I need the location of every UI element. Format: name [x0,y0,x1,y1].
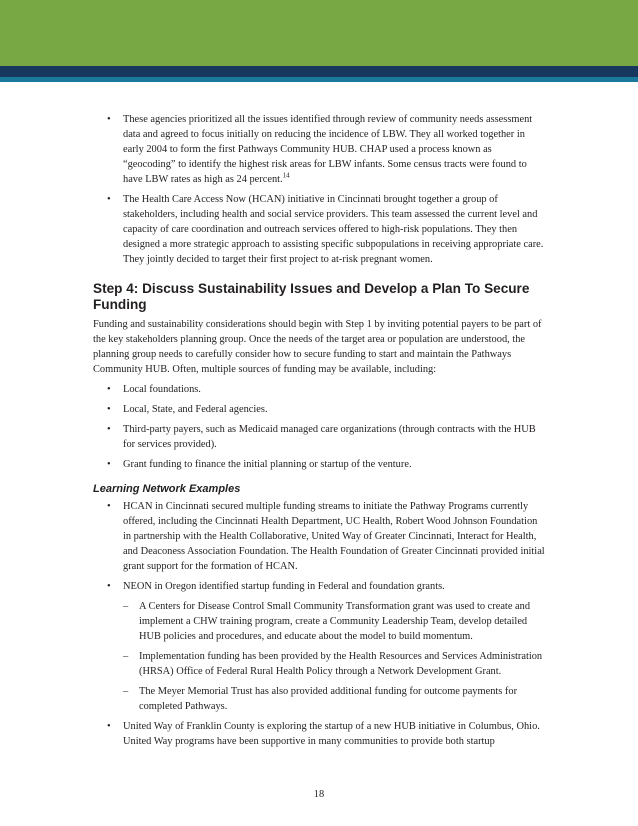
list-item: – A Centers for Disease Control Small Community Transformation grant was used to create and implement a CHW training program, create a Community Leadership Team, develop detailed HUB policies and procedures, and educate about the model to build momentum. [93,599,545,644]
intro-bullet-text: These agencies prioritized all the issues identified through review of community needs assessment data and agreed to focus initially on reducing the incidence of LBW. They all worked together in early 2004 to form the first Pathways Community HUB. CHAP used a process known as “geocoding” to identify the highest risk areas for LBW infants. Some census tracts were found to have LBW rates as high as 24 percent. [123,114,533,185]
list-item [93,112,545,187]
list-item: • Third-party payers, such as Medicaid managed care organizations (through contracts with the HUB for services provided). [93,422,545,452]
list-item [93,579,545,714]
page-number: 18 [313,789,325,800]
page-content [93,112,545,754]
list-item: • Local, State, and Federal agencies. [93,402,545,417]
step4-heading: Step 4: Discuss Sustainability Issues and Develop a Plan To Secure Funding [93,281,530,312]
list-item: – Implementation funding has been provided by the Health Resources and Services Administration (HRSA) Office of Federal Rural Health Policy through a Network Development Grant. [93,649,545,679]
header-band-navy [0,66,638,77]
list-item: • United Way of Franklin County is exploring the startup of a new HUB initiative in Columbus, Ohio. United Way programs have been supportive in many communities to provide both startup [93,719,545,749]
neon-sublist [93,599,545,714]
list-item: • Local foundations. [93,382,545,397]
neon-text: NEON in Oregon identified startup funding in Federal and foundation grants. [123,581,445,592]
list-item: • Grant funding to finance the initial planning or startup of the venture. [93,457,545,472]
list-item: – The Meyer Memorial Trust has also provided additional funding for outcome payments for completed Pathways. [93,684,545,714]
intro-bullet-list [93,112,545,267]
learning-network-list [93,499,545,749]
footnote-ref: 14 [282,171,290,180]
funding-sources-list [93,382,545,472]
header-band-teal [0,77,638,82]
header-band-green [0,0,638,66]
list-item: • HCAN in Cincinnati secured multiple funding streams to initiate the Pathway Programs currently offered, including the Cincinnati Health Department, UC Health, Robert Wood Johnson Foundation in partnership with the Health Collaborative, United Way of Greater Cincinnati, Interact for Health, and Deaconess Association Foundation. The Health Foundation of Greater Cincinnati provided initial grant support for the formation of HCAN. [93,499,545,574]
learning-network-heading: Learning Network Examples [93,483,241,495]
list-item [93,192,545,267]
intro-bullet-text: The Health Care Access Now (HCAN) initiative in Cincinnati brought together a group of stakeholders, including health and social service providers. This team assessed the current level and capacity of care coordination and outreach services offered to high-risk populations. They then designed a more strategic approach to assisting specific subpopulations in receiving appropriate care. They jointly decided to target their first project to at-risk pregnant women. [123,194,544,265]
step4-paragraph: Funding and sustainability considerations should begin with Step 1 by inviting potential payers to be part of the key stakeholders planning group. Once the needs of the target area or population are understood, the planning group needs to carefully consider how to secure funding to start and maintain the Pathways Community HUB. Often, multiple sources of funding may be available, including: [93,319,542,375]
